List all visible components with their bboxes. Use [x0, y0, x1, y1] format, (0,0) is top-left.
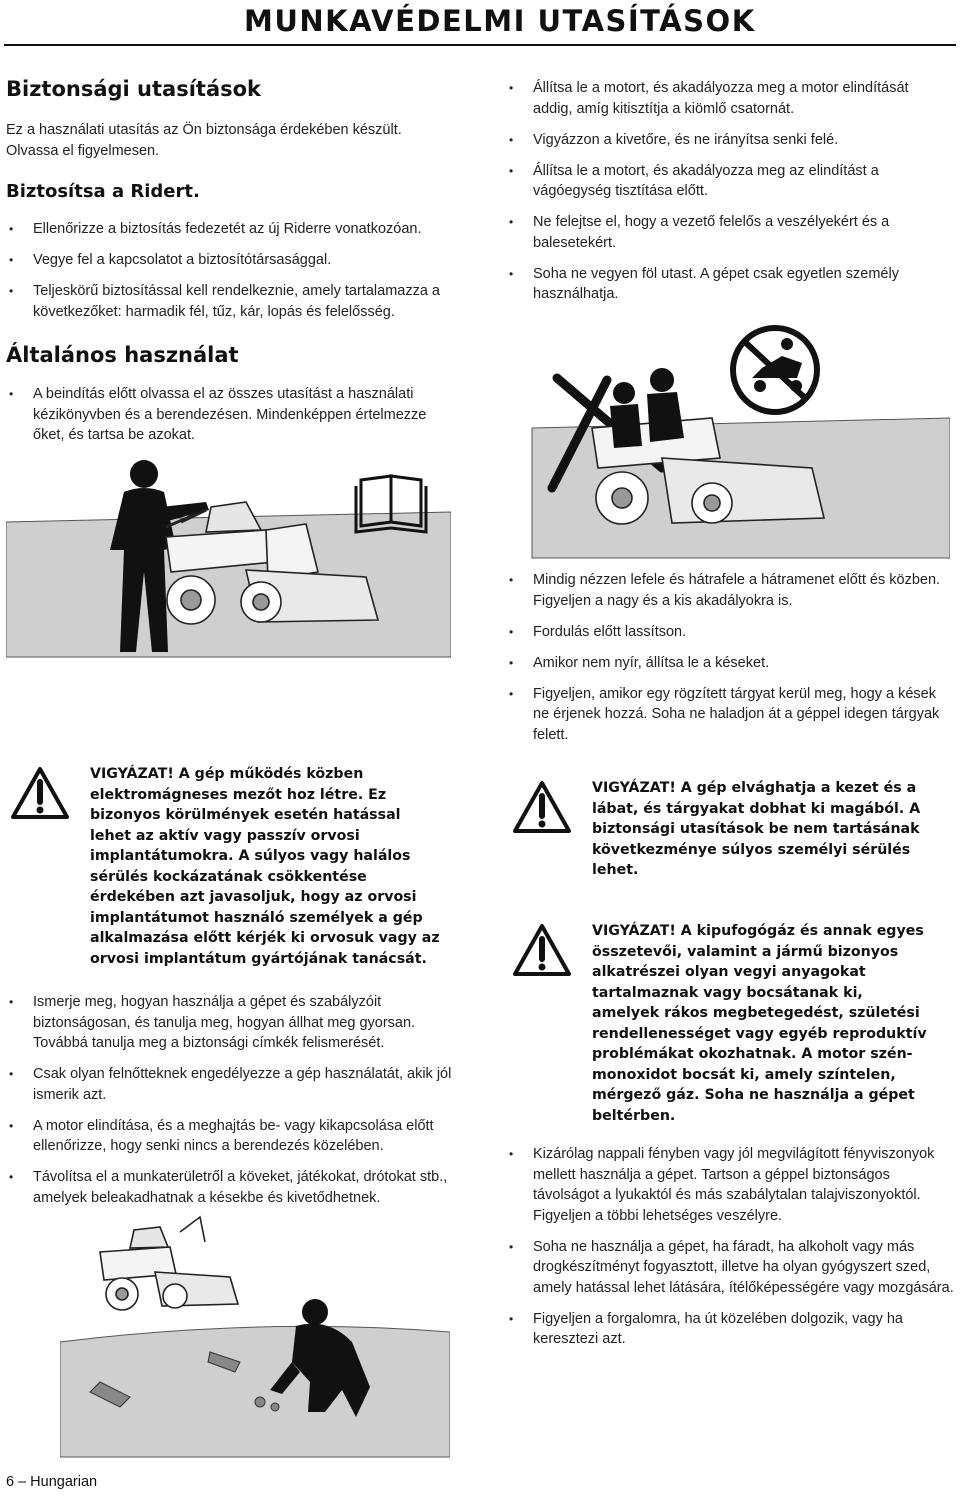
list-item: • Soha ne használja a gépet, ha fáradt, ha alkoholt vagy más drogkészítményt fogyasztott, illetve ha olyan gyógyszert szed, amely hatással lehet látására, ítélőképességére vagy mozgására. — [506, 1237, 956, 1299]
header-rule — [4, 44, 956, 46]
list-item: • Soha ne vegyen föl utast. A gépet csak egyetlen személy használhatja. — [506, 264, 946, 305]
list-item: • Állítsa le a motort, és akadályozza meg az elindítást a vágóegység tisztítása előtt. — [506, 161, 946, 202]
page-title: MUNKAVÉDELMI UTASÍTÁSOK — [244, 4, 756, 38]
list-item: • Csak olyan felnőtteknek engedélyezze a gép használatát, akik jól ismerik azt. — [6, 1064, 456, 1105]
list-item: • Amikor nem nyír, állítsa le a késeket. — [506, 653, 951, 674]
insure-list — [6, 219, 456, 333]
right-mid-list — [506, 570, 951, 756]
list-item: • Figyeljen a forgalomra, ha út közelében dolgozik, vagy ha keresztezi azt. — [506, 1309, 956, 1350]
list-item: • Állítsa le a motort, és akadályozza meg a motor elindítását addig, amíg kitisztítja a kiömlő csatornát. — [506, 78, 946, 119]
list-item: • Vigyázzon a kivetőre, és ne irányítsa senki felé. — [506, 130, 946, 151]
list-item: • Mindig nézzen lefele és hátrafele a hátramenet előtt és közben. Figyeljen a nagy és a kis akadályokra is. — [506, 570, 951, 611]
heading-general: Általános használat — [6, 343, 239, 367]
warning-cut — [512, 778, 952, 881]
warning-emf-text: VIGYÁZAT! A gép működés közben elektromágneses mezőt hoz létre. Ez bizonyos körülmények esetén hatással lehet az aktív vagy passzív orvosi implantátumokra. A súlyos vagy halálos sérülés kockázatának csökkentése érdekében azt javasoljuk, hogy az orvosi implantátumot használó személyek a gép alkalmazása előtt kérjék ki orvosuk vagy az orvosi implantátum gyártójának tanácsát. — [90, 766, 440, 967]
warning-triangle-icon — [512, 923, 572, 977]
warning-triangle-icon — [512, 780, 572, 834]
list-item: • Fordulás előtt lassítson. — [506, 622, 951, 643]
illustration-operator-rider — [6, 452, 451, 662]
list-item: • A beindítás előtt olvassa el az összes utasítást a használati kézikönyvben és a berendezésen. Mindenképpen értelmezze őket, és tartsa be azokat. — [6, 384, 456, 446]
right-bottom-list — [506, 1144, 956, 1360]
warning-triangle-icon — [10, 766, 70, 820]
heading-insure: Biztosítsa a Ridert. — [6, 181, 200, 202]
list-item: • Ne felejtse el, hogy a vezető felelős a veszélyekért és a balesetekért. — [506, 212, 946, 253]
list-item: • Figyeljen, amikor egy rögzített tárgyat kerül meg, hogy a kések ne érjenek hozzá. Soha ne haladjon át a géppel idegen tárgyak felett. — [506, 684, 951, 746]
heading-safety: Biztonsági utasítások — [6, 77, 262, 101]
list-item: • A motor elindítása, és a meghajtás be- vagy kikapcsolása előtt ellenőrizze, hogy senki nincs a berendezés közelében. — [6, 1116, 456, 1157]
no-passenger-icon — [733, 328, 817, 412]
list-item: • Ellenőrizze a biztosítás fedezetét az új Riderre vonatkozóan. — [6, 219, 456, 240]
intro-text: Ez a használati utasítás az Ön biztonsága érdekében készült. Olvassa el figyelmesen. — [6, 122, 402, 159]
right-top-list — [506, 78, 946, 315]
list-item: • Ismerje meg, hogyan használja a gépet és szabályzóit biztonságosan, és tanulja meg, hogyan állhat meg gyorsan. Továbbá tanulja meg a biztonsági címkék felismerését. — [6, 992, 456, 1054]
list-item: • Távolítsa el a munkaterületről a köveket, játékokat, drótokat stb., amelyek beleakadhatnak a késekbe és kivetődhetnek. — [6, 1167, 456, 1208]
general-list — [6, 384, 456, 456]
page-footer: 6 – Hungarian — [6, 1474, 98, 1490]
illustration-no-passenger — [512, 318, 950, 563]
warning-emf — [10, 764, 450, 969]
left-bottom-list — [6, 992, 456, 1219]
rider-mower-drawing — [100, 1217, 238, 1310]
illustration-clear-area — [60, 1212, 450, 1462]
list-item: • Vegye fel a kapcsolatot a biztosítótársasággal. — [6, 250, 456, 271]
warning-cut-text: VIGYÁZAT! A gép elvághatja a kezet és a lábat, és tárgyakat dobhat ki magából. A biztonsági utasítások be nem tartásának következménye súlyos személyi sérülés lehet. — [592, 780, 921, 878]
list-item: • Teljeskörű biztosítással kell rendelkeznie, amely tartalamazza a következőket: harmadik fél, tűz, kár, lopás és felelősség. — [6, 281, 456, 322]
list-item: • Kizárólag nappali fényben vagy jól megvilágított fényviszonyok mellett használja a gépet. Tartson a géppel biztonságos távolságot a lyukaktól és más szabálytalan talajviszonyoktól. Figyeljen a többi lehetséges veszélyre. — [506, 1144, 956, 1226]
warning-exhaust-text: VIGYÁZAT! A kipufogógáz és annak egyes összetevői, valamint a jármű bizonyos alkatrészei olyan vegyi anyagokat tartalmaznak vagy bocsátanak ki, amelyek rákos megbetegedést, születési rendellenességet vagy egyéb reproduktív problémákat okozhatnak. A motor szén-monoxidot bocsát ki, amely színtelen, mérgező gáz. Soha ne használja a gépet beltérben. — [592, 923, 927, 1124]
warning-exhaust — [512, 921, 952, 1126]
